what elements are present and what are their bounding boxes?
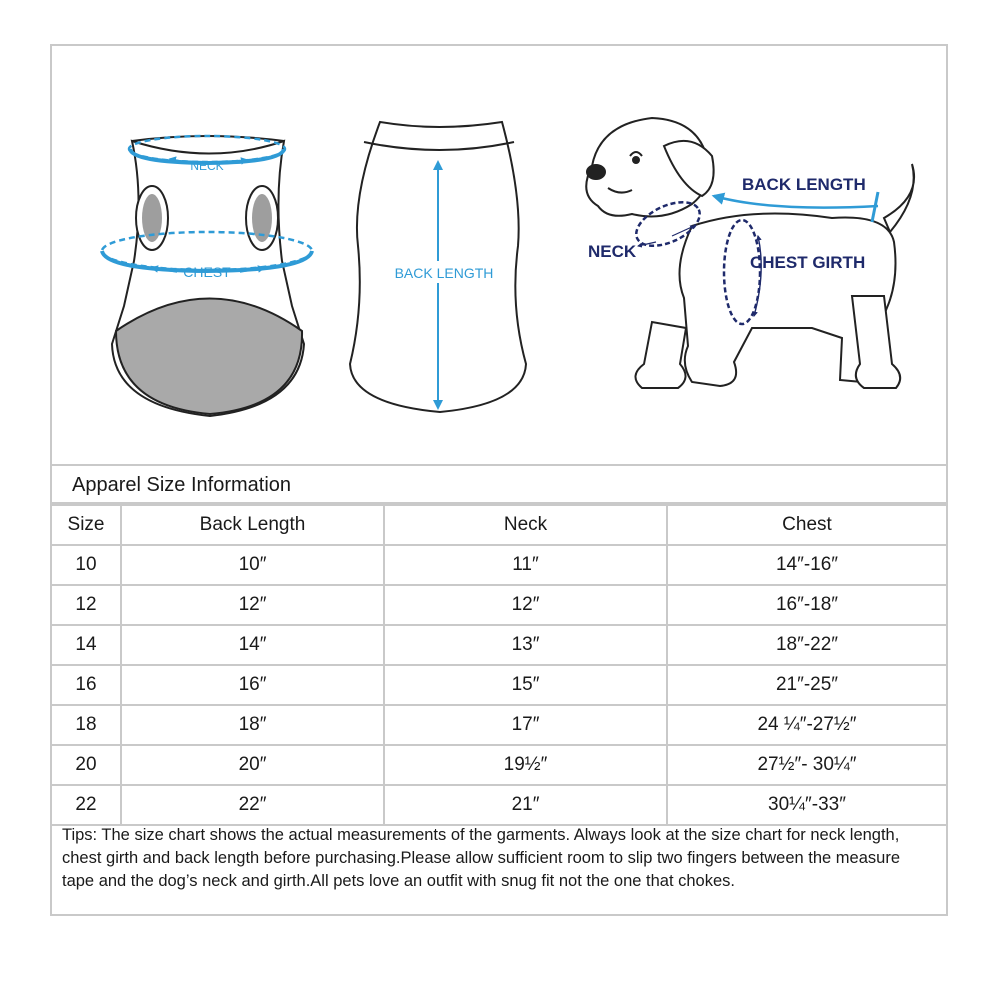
cell-size: 14 — [52, 625, 121, 665]
measurement-illustrations — [52, 46, 946, 464]
header-size: Size — [52, 505, 121, 545]
table-row — [52, 665, 946, 705]
header-chest: Chest — [667, 505, 946, 545]
cell-neck: 17″ — [384, 705, 667, 745]
cell-neck: 13″ — [384, 625, 667, 665]
cell-size: 18 — [52, 705, 121, 745]
size-chart-frame — [50, 44, 948, 916]
shirt-front-view — [102, 136, 312, 416]
cell-back-length: 10″ — [121, 545, 384, 585]
cell-size: 10 — [52, 545, 121, 585]
tips-text: Tips: The size chart shows the actual measurements of the garments. Always look at the size chart for neck length, chest girth and back length before purchasing.Please allow sufficient room to slip two fingers between the measure tape and the dog’s neck and girth.All pets love an outfit with snug fit not the one that chokes. — [62, 826, 901, 890]
table-row — [52, 545, 946, 585]
dog-tail — [884, 164, 914, 232]
cell-chest: 14″-16″ — [667, 545, 946, 585]
cell-neck: 11″ — [384, 545, 667, 585]
measurement-diagram — [52, 46, 946, 464]
cell-chest: 18″-22″ — [667, 625, 946, 665]
dog-back-length-label: BACK LENGTH — [742, 175, 866, 194]
cell-chest: 16″-18″ — [667, 585, 946, 625]
cell-size: 16 — [52, 665, 121, 705]
cell-chest: 27½″- 30¼″ — [667, 745, 946, 785]
cell-back-length: 12″ — [121, 585, 384, 625]
table-row — [52, 705, 946, 745]
shirt-back-view — [350, 122, 526, 412]
dog-nose — [587, 165, 605, 179]
cell-size: 12 — [52, 585, 121, 625]
table-row — [52, 745, 946, 785]
cell-back-length: 14″ — [121, 625, 384, 665]
size-table-section — [52, 464, 946, 826]
front-neck-label: NECK — [190, 159, 224, 173]
cell-back-length: 22″ — [121, 785, 384, 825]
cell-chest: 30¼″-33″ — [667, 785, 946, 825]
header-neck: Neck — [384, 505, 667, 545]
cell-chest: 24 ¼″-27½″ — [667, 705, 946, 745]
cell-back-length: 18″ — [121, 705, 384, 745]
cell-back-length: 20″ — [121, 745, 384, 785]
dog-back-leg — [852, 296, 900, 388]
dog-back-length-line — [714, 196, 878, 208]
front-chest-label: CHEST — [183, 264, 231, 280]
table-row — [52, 585, 946, 625]
table-row — [52, 625, 946, 665]
cell-neck: 12″ — [384, 585, 667, 625]
size-table — [52, 504, 946, 826]
cell-size: 22 — [52, 785, 121, 825]
header-back-length: Back Length — [121, 505, 384, 545]
dog-chest-girth-label: CHEST GIRTH — [750, 253, 866, 272]
table-header-row — [52, 505, 946, 545]
back-length-label: BACK LENGTH — [394, 265, 494, 281]
cell-neck: 15″ — [384, 665, 667, 705]
dog-front-leg — [635, 322, 686, 388]
dog-neck-label: NECK — [588, 242, 637, 261]
table-title: Apparel Size Information — [52, 464, 946, 504]
cell-neck: 21″ — [384, 785, 667, 825]
cell-neck: 19½″ — [384, 745, 667, 785]
cell-chest: 21″-25″ — [667, 665, 946, 705]
cell-back-length: 16″ — [121, 665, 384, 705]
cell-size: 20 — [52, 745, 121, 785]
